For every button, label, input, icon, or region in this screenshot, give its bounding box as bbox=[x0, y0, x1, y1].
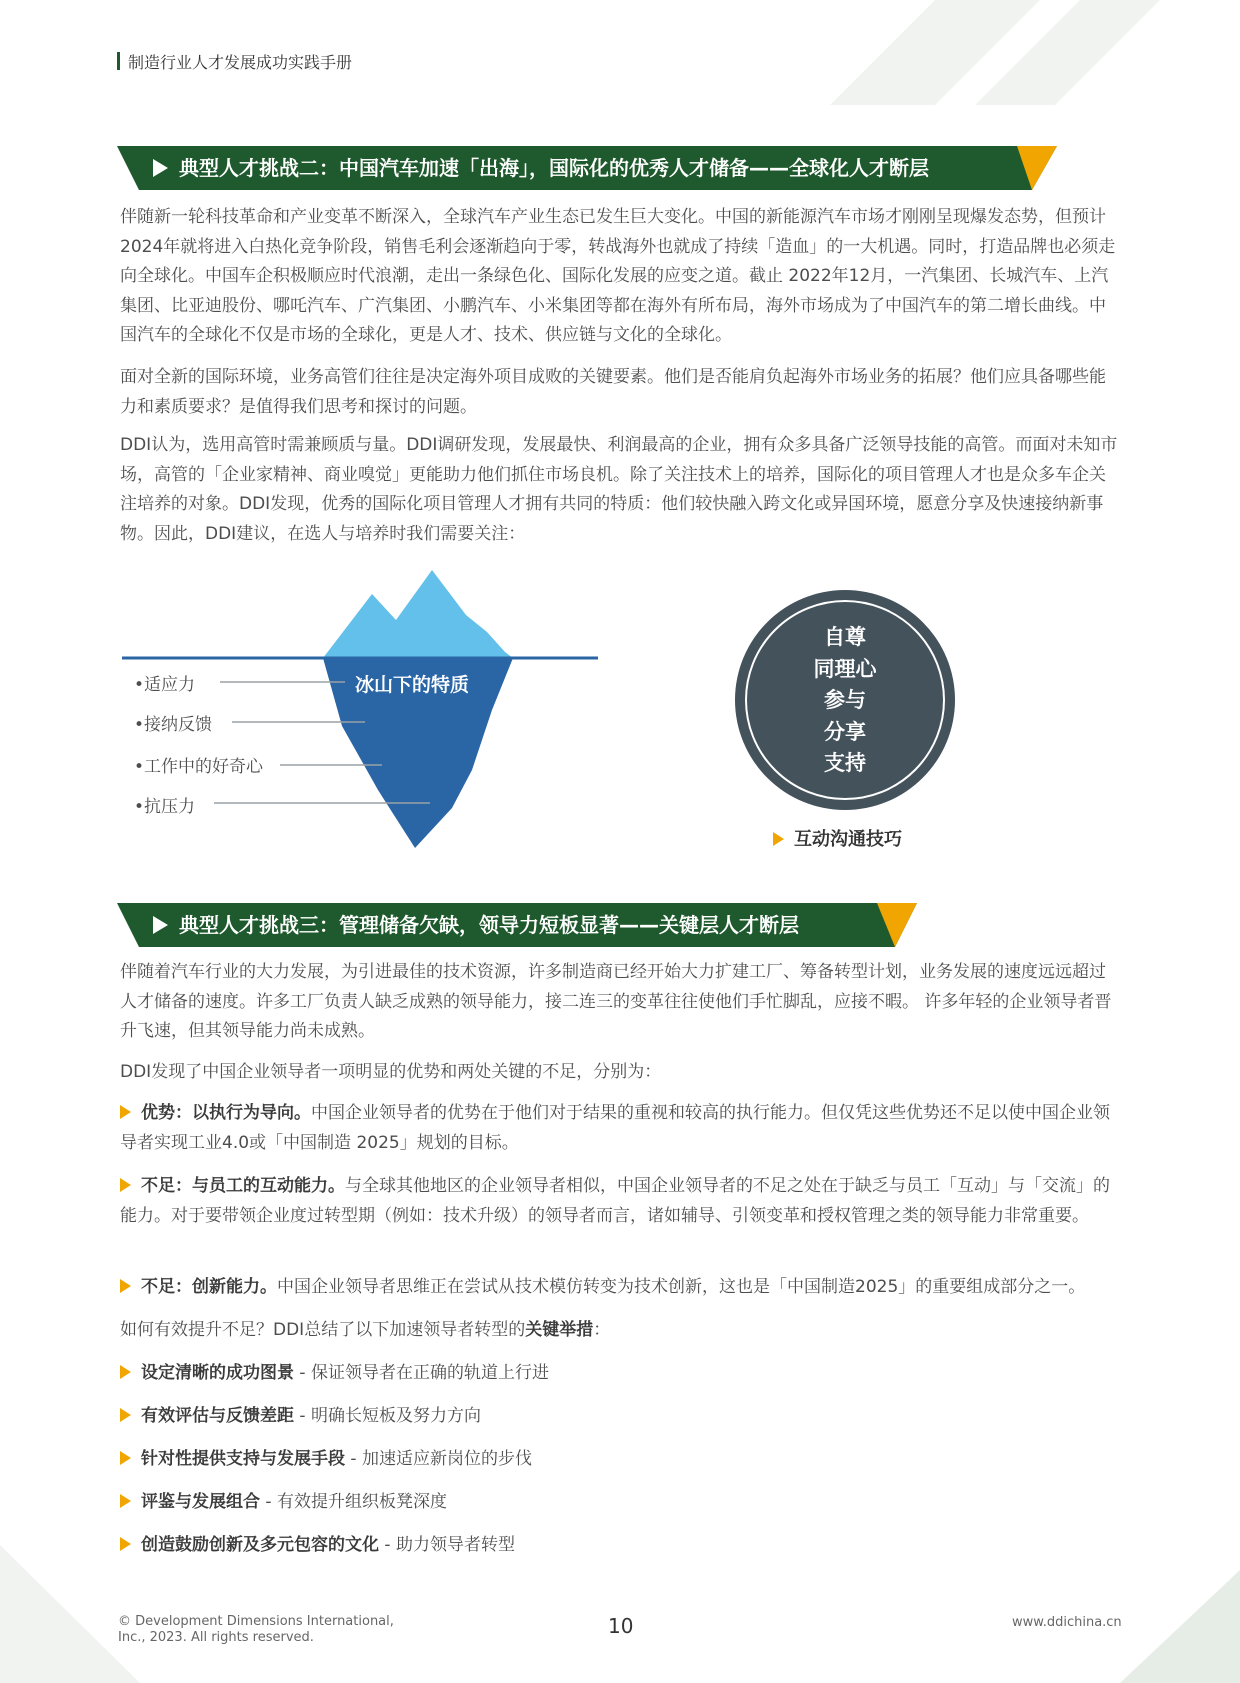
advantage-label: 优势：以执行为导向。 bbox=[141, 1103, 311, 1123]
circle-caption-text: 互动沟通技巧 bbox=[794, 829, 902, 850]
measure-text: - 明确长短板及努力方向 bbox=[294, 1406, 481, 1426]
measure-item bbox=[120, 1488, 1120, 1518]
circle-item-self-esteem: 自尊 bbox=[824, 625, 866, 649]
bullet-arrow-icon bbox=[120, 1105, 131, 1119]
iceberg-title: 冰山下的特质 bbox=[355, 674, 470, 696]
advantage-text: 中国企业领导者的优势在于他们对于结果的重视和较高的执行能力。但仅凭这些优势还不足以使中国企业领导者实现工业4.0或「中国制造 2025」规划的目标。 bbox=[120, 1103, 1110, 1153]
paragraph-ddi-executives: DDI认为，选用高管时需兼顾质与量。DDI调研发现，发展最快、利润最高的企业，拥有众多具备广泛领导技能的高管。而面对未知市场，高管的「企业家精神、商业嗅觉」更能助力他们抓住市场良机。除了关注技术上的培养，国际化的项目管理人才也是众多车企关注培养的对象。DDI发现，优秀的国际化项目管理人才拥有共同的特质：他们较快融入跨文化或异国环境，愿意分享及快速接纳新事物。因此，DDI建议，在选人与培养时我们需要关注： bbox=[120, 435, 1118, 544]
circle-item-involve: 参与 bbox=[824, 688, 866, 712]
footer-copyright bbox=[118, 1614, 394, 1646]
banner-title: 典型人才挑战二：中国汽车加速「出海」，国际化的优秀人才储备——全球化人才断层 bbox=[179, 156, 929, 180]
paragraph-ev-market: 伴随新一轮科技革命和产业变革不断深入，全球汽车产业生态已发生巨大变化。中国的新能源汽车市场才刚刚呈现爆发态势，但预计2024年就将进入白热化竞争阶段，销售毛利会逐渐趋向于零，转战海外也就成了持续「造血」的一大机遇。同时，打造品牌也必须走向全球化。中国车企积极顺应时代浪潮，走出一条绿色化、国际化发展的应变之道。截止 2022年12月，一汽集团、长城汽车、上汽集团、比亚迪股份、哪吒汽车、广汽集团、小鹏汽车、小米集团等都在海外有所布局，海外市场成为了中国汽车的第二增长曲线。中国汽车的全球化不仅是市场的全球化，更是人才、技术、供应链与文化的全球化。 bbox=[120, 207, 1116, 345]
header-accent-bar bbox=[117, 52, 120, 70]
measure-label: 针对性提供支持与发展手段 bbox=[141, 1449, 345, 1469]
measure-text: - 助力领导者转型 bbox=[379, 1535, 515, 1555]
measure-item bbox=[120, 1445, 1120, 1475]
circle-item-support: 支持 bbox=[824, 751, 866, 775]
measure-text: - 有效提升组织板凳深度 bbox=[260, 1492, 447, 1512]
circle-caption bbox=[773, 825, 902, 851]
copyright-line-2: Inc., 2023. All rights reserved. bbox=[118, 1630, 314, 1645]
caption-arrow-icon bbox=[773, 832, 784, 846]
circle-items bbox=[735, 622, 955, 780]
measure-label: 评鉴与发展组合 bbox=[141, 1492, 260, 1512]
measure-text: - 加速适应新岗位的步伐 bbox=[345, 1449, 532, 1469]
bullet-arrow-icon bbox=[120, 1178, 131, 1192]
circle-item-share: 分享 bbox=[824, 719, 866, 744]
weakness1-label: 不足：与员工的互动能力。 bbox=[141, 1176, 345, 1196]
footer-url[interactable]: www.ddichina.cn bbox=[1012, 1615, 1122, 1630]
bullet-arrow-icon bbox=[120, 1365, 131, 1379]
paragraph-industry-growth: 伴随着汽车行业的大力发展，为引进最佳的技术资源，许多制造商已经开始大力扩建工厂、筹备转型计划，业务发展的速度远远超过人才储备的速度。许多工厂负责人缺乏成熟的领导能力，接二连三的变革往往使他们手忙脚乱，应接不暇。 许多年轻的企业领导者晋升飞速，但其领导能力尚未成熟。 bbox=[120, 962, 1112, 1041]
weakness2-label: 不足：创新能力。 bbox=[141, 1277, 277, 1297]
iceberg-item-adaptability: •适应力 bbox=[134, 675, 196, 695]
point-weakness-interaction bbox=[120, 1172, 1120, 1231]
iceberg-tip bbox=[323, 570, 513, 658]
iceberg-item-curiosity: •工作中的好奇心 bbox=[134, 757, 264, 777]
weakness2-text: 中国企业领导者思维正在尝试从技术模仿转变为技术创新，这也是「中国制造2025」的重要组成部分之一。 bbox=[277, 1277, 1086, 1297]
paragraph-ddi-findings: DDI发现了中国企业领导者一项明显的优势和两处关键的不足，分别为： bbox=[120, 1062, 662, 1082]
measure-text: - 保证领导者在正确的轨道上行进 bbox=[294, 1363, 549, 1383]
banner-arrow-icon bbox=[153, 916, 168, 934]
weakness1-text: 与全球其他地区的企业领导者相似，中国企业领导者的不足之处在于缺乏与员工「互动」与「交流」的能力。对于要带领企业度过转型期（例如：技术升级）的领导者而言，诸如辅导、引领变革和授权管理之类的领导能力非常重要。 bbox=[120, 1176, 1110, 1226]
measure-item bbox=[120, 1359, 1120, 1389]
banner-arrow-icon bbox=[153, 159, 168, 177]
point-weakness-innovation bbox=[120, 1273, 1120, 1303]
measures-intro: 如何有效提升不足？DDI总结了以下加速领导者转型的 bbox=[120, 1320, 526, 1340]
paragraph-international: 面对全新的国际环境，业务高管们往往是决定海外项目成败的关键要素。他们是否能肩负起海外市场业务的拓展？他们应具备哪些能力和素质要求？是值得我们思考和探讨的问题。 bbox=[120, 367, 1106, 417]
bullet-arrow-icon bbox=[120, 1408, 131, 1422]
banner-title: 典型人才挑战三：管理储备欠缺，领导力短板显著——关键层人才断层 bbox=[179, 913, 799, 937]
measures-intro-end: ： bbox=[593, 1320, 611, 1340]
measures-intro-bold: 关键举措 bbox=[525, 1320, 594, 1340]
measure-label: 创造鼓励创新及多元包容的文化 bbox=[141, 1535, 379, 1555]
measure-item bbox=[120, 1531, 1120, 1561]
iceberg-item-feedback: •接纳反馈 bbox=[134, 715, 213, 735]
point-advantage bbox=[120, 1099, 1120, 1158]
section-banner-challenge-3 bbox=[117, 903, 917, 947]
bullet-arrow-icon bbox=[120, 1279, 131, 1293]
measure-item bbox=[120, 1402, 1120, 1432]
iceberg-item-stress: •抗压力 bbox=[134, 797, 196, 817]
page-header-title: 制造行业人才发展成功实践手册 bbox=[128, 53, 353, 72]
section-banner-challenge-2 bbox=[117, 146, 1057, 190]
page-number: 10 bbox=[608, 1614, 634, 1638]
bullet-arrow-icon bbox=[120, 1494, 131, 1508]
circle-item-empathy: 同理心 bbox=[813, 656, 877, 681]
measure-label: 设定清晰的成功图景 bbox=[141, 1363, 294, 1383]
bullet-arrow-icon bbox=[120, 1451, 131, 1465]
bullet-arrow-icon bbox=[120, 1537, 131, 1551]
paragraph-key-measures bbox=[120, 1316, 1120, 1346]
measure-label: 有效评估与反馈差距 bbox=[141, 1406, 294, 1426]
copyright-line-1: © Development Dimensions International, bbox=[118, 1614, 394, 1629]
